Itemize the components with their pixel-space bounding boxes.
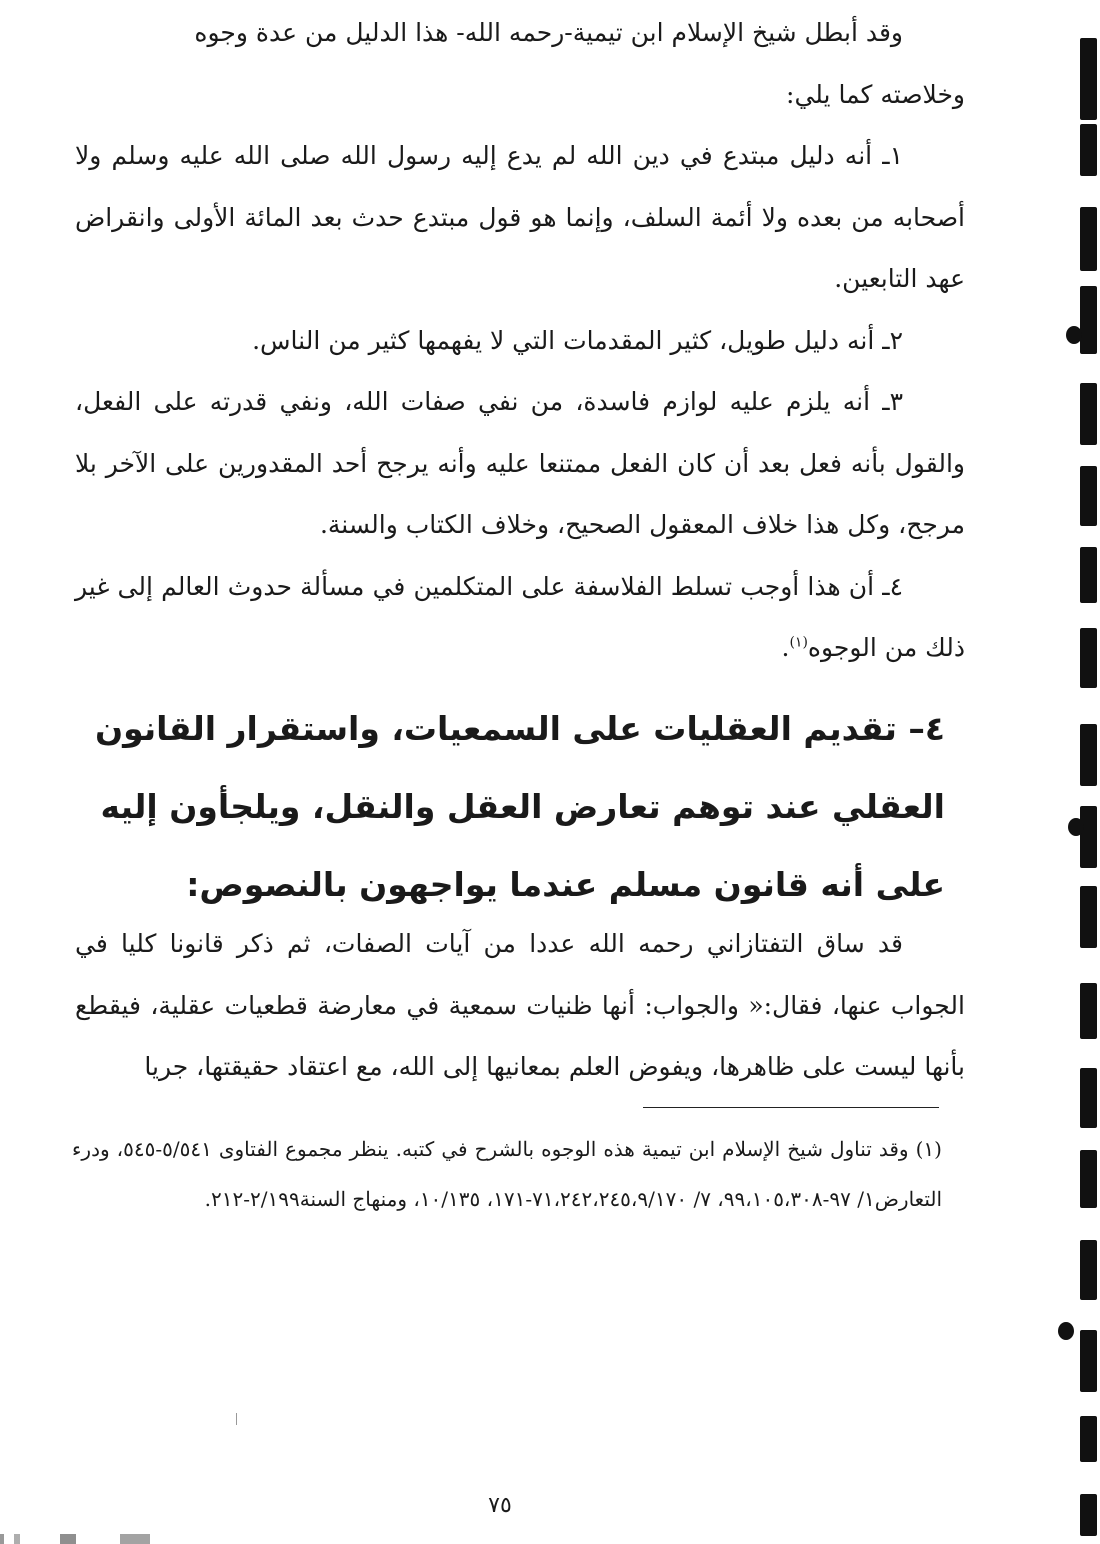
point-1: ١ـ أنه دليل مبتدع في دين الله لم يدع إليه رسول الله صلى الله عليه وسلم ولا أصحابه من بعده ولا أئمة السلف، وإنما هو قول مبتدع حدث بعد المائة الأولى وانقراض عهد التابعين. (75, 141, 965, 293)
binding-mark (1080, 724, 1097, 786)
binding-mark (1080, 1150, 1097, 1208)
binding-mark (1080, 124, 1097, 176)
point-4 (75, 556, 965, 679)
footnote-reference[interactable]: (١) (789, 634, 808, 651)
point-3: ٣ـ أنه يلزم عليه لوازم فاسدة، من نفي صفات الله، ونفي قدرته على الفعل، والقول بأنه فعل بعد أن كان الفعل ممتنعا عليه وأنه يرجح أحد المقدورين على الآخر بلا مرجح، وكل هذا خلاف المعقول الصحيح، وخلاف الكتاب والسنة. (75, 387, 965, 539)
binding-mark (1080, 1494, 1097, 1536)
binding-mark (1080, 383, 1097, 445)
point-2: ٢ـ أنه دليل طويل، كثير المقدمات التي لا يفهمها كثير من الناس. (252, 325, 903, 355)
binding-dot (1066, 326, 1082, 344)
binding-mark (1080, 286, 1097, 354)
binding-mark (1080, 1068, 1097, 1128)
binding-dot (1058, 1322, 1074, 1340)
binding-mark (1080, 38, 1097, 120)
binding-mark (1080, 806, 1097, 868)
footnote-text: (١) وقد تناول شيخ الإسلام ابن تيمية هذه الوجوه بالشرح في كتبه. ينظر مجموع الفتاوى ٥/٥٤١-٥٤٥، ودرء التعارض١/ ٩٧-٩٩،١٠٥،٣٠٨، ٧/ ٧١،٢٤٢،٢٤٥،٩/١٧٠-١٧١، ١٠/١٣٥، ومنهاج السنة٢/١٩٩-٢١٢. (72, 1137, 942, 1211)
closing-block (75, 913, 965, 1098)
scan-edge-noise (0, 1534, 400, 1544)
page-number: ٧٥ (488, 1493, 512, 1518)
binding-mark (1080, 983, 1097, 1039)
intro-line-1: وقد أبطل شيخ الإسلام ابن تيمية-رحمه الله- هذا الدليل من عدة وجوه (194, 18, 903, 47)
binding-mark (1080, 466, 1097, 526)
intro-line-2: وخلاصته كما يلي: (786, 79, 965, 109)
binding-mark (1080, 1240, 1097, 1300)
scan-speck (236, 1413, 237, 1425)
binding-mark (1080, 886, 1097, 948)
binding-mark (1080, 628, 1097, 688)
intro-block (75, 2, 965, 679)
point-4-text: ٤ـ أن هذا أوجب تسلط الفلاسفة على المتكلمين في مسألة حدوث العالم إلى غير ذلك من الوجوه (75, 571, 965, 662)
binding-mark (1080, 207, 1097, 271)
section-heading: ٤– تقديم العقليات على السمعيات، واستقرار القانون العقلي عند توهم تعارض العقل والنقل، ويلجأون إليه على أنه قانون مسلم عندما يواجهون بالنصوص: (94, 709, 945, 904)
binding-mark (1080, 547, 1097, 603)
point-4-end: . (781, 633, 790, 662)
binding-mark (1080, 1416, 1097, 1462)
footnote-divider (643, 1107, 939, 1108)
binding-mark (1080, 1330, 1097, 1392)
closing-paragraph: قد ساق التفتازاني رحمه الله عددا من آيات الصفات، ثم ذكر قانونا كليا في الجواب عنها، فقال:« والجواب: أنها ظنيات سمعية في معارضة قطعيات عقلية، فيقطع بأنها ليست على ظاهرها، ويفوض العلم بمعانيها إلى الله، مع اعتقاد حقيقتها، جريا (75, 929, 965, 1081)
binding-dot (1068, 818, 1084, 836)
